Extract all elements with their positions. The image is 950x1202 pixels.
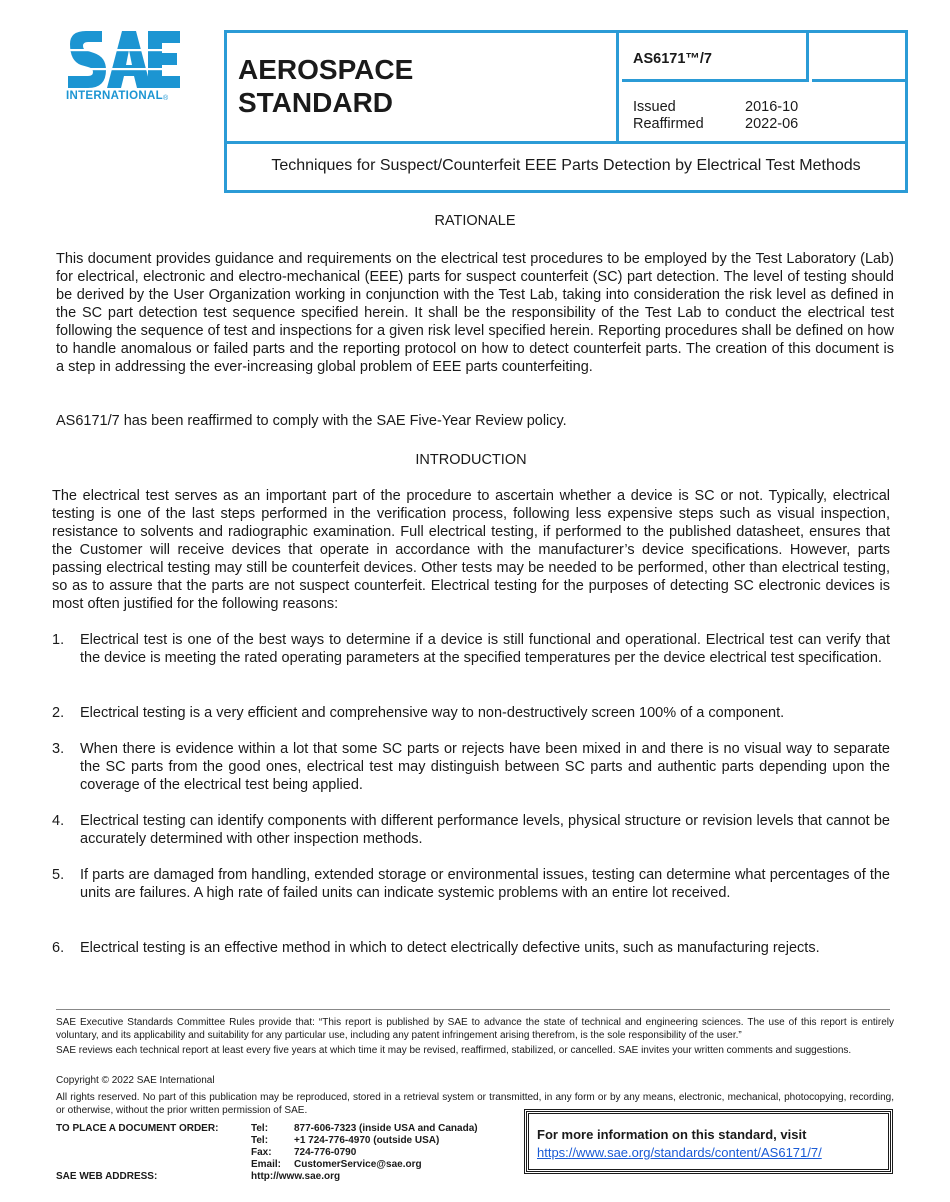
- order-label: TO PLACE A DOCUMENT ORDER:: [56, 1123, 219, 1134]
- rationale-paragraph: This document provides guidance and requirements on the electrical test procedures to be employed by the Test Laboratory (Lab) for electrical, electronic and electro-mechanical (EEE) parts for suspect counterfeit (SC) part detection. The level of testing should be derived by the User Organization working in conjunction with the Test Lab, taking into consideration the risk level as defined in the SC part detection test sequence specified herein. It shall be the responsibility of the Test Lab to conduct the electrical test following the sequence of test and inspections for a given risk level specified herein. Reporting procedures shall be defined on how to handle anomalous or failed parts and the reporting protocol on how to detect counterfeit parts. The creation of this document is a step in addressing the ever-increasing global problem of EEE parts counterfeiting.: [56, 251, 894, 375]
- list-item: [52, 740, 890, 794]
- list-item: [52, 812, 890, 848]
- reaffirmed-value: 2022-06: [745, 116, 799, 132]
- sae-logo: [66, 30, 196, 110]
- list-item: [52, 704, 890, 722]
- list-item-number: 2.: [52, 705, 65, 721]
- reaffirmed-label: Reaffirmed: [633, 116, 704, 132]
- contact-key: Tel:: [251, 1123, 269, 1134]
- list-item-text: Electrical test is one of the best ways to determine if a device is still functional and operational. Electrical test can verify that the device is meeting the rated operating parameters at the specified temperatures per the device electrical test specification.: [80, 632, 890, 666]
- list-item-text: Electrical testing is a very efficient and comprehensive way to non-destructively screen 100% of a component.: [80, 705, 785, 721]
- committee-rules-note: SAE Executive Standards Committee Rules provide that: “This report is published by SAE to advance the state of technical and engineering sciences. The use of this report is entirely voluntary, and its applicability and suitability for any particular use, including any patent infringement arising therefrom, is the sole responsibility of the user.”: [56, 1017, 894, 1041]
- more-info-box: [526, 1111, 891, 1172]
- list-item-text: Electrical testing is an effective method in which to detect electrically defective units, such as manufacturing rejects.: [80, 940, 820, 956]
- list-item-number: 6.: [52, 940, 65, 956]
- footer-divider: [56, 1009, 890, 1010]
- logo-subtitle-text: INTERNATIONAL: [66, 90, 163, 102]
- contact-key: Email:: [251, 1159, 282, 1170]
- reaffirmed-row: [633, 116, 798, 132]
- contact-email[interactable]: CustomerService@sae.org: [294, 1159, 422, 1170]
- contact-row: [251, 1147, 478, 1159]
- rights-note: All rights reserved. No part of this publication may be reproduced, stored in a retrieval system or transmitted, in any form or by any means, electronic, mechanical, photocopying, recording, or otherwise, without the prior written permission of SAE.: [56, 1092, 894, 1116]
- contact-value: 724-776-0790: [294, 1147, 357, 1158]
- contact-value: 877-606-7323 (inside USA and Canada): [294, 1123, 478, 1134]
- contact-value: +1 724-776-4970 (outside USA): [294, 1135, 440, 1146]
- contact-key: Fax:: [251, 1147, 272, 1158]
- contact-row: [251, 1135, 478, 1147]
- standard-link[interactable]: https://www.sae.org/standards/content/AS6171/7/: [537, 1145, 822, 1160]
- web-address-label: SAE WEB ADDRESS:: [56, 1171, 158, 1182]
- copyright-note: Copyright © 2022 SAE International: [56, 1075, 215, 1086]
- issued-value: 2016-10: [745, 99, 799, 115]
- issued-label: Issued: [633, 99, 676, 115]
- web-address-link[interactable]: http://www.sae.org: [251, 1171, 341, 1182]
- list-item-number: 3.: [52, 741, 65, 757]
- rationale-heading: RATIONALE: [434, 213, 516, 229]
- contact-row: [251, 1159, 478, 1171]
- doc-id: AS6171™/7: [633, 51, 712, 67]
- registered-mark: ®: [162, 95, 169, 102]
- document-title: Techniques for Suspect/Counterfeit EEE Parts Detection by Electrical Test Methods: [271, 157, 861, 174]
- more-info-title: For more information on this standard, visit: [537, 1127, 807, 1142]
- list-item-text: If parts are damaged from handling, extended storage or environmental issues, testing can determine what percentages of the units are failures. A high rate of failed units can indicate systemic problems with an entire lot received.: [80, 867, 890, 901]
- contact-key: Tel:: [251, 1135, 269, 1146]
- list-item: [52, 631, 890, 667]
- reaffirmation-note: AS6171/7 has been reaffirmed to comply with the SAE Five-Year Review policy.: [56, 413, 567, 429]
- doc-id-cell: [622, 33, 809, 82]
- list-item-text: Electrical testing can identify components with different performance levels, physical structure or revision levels that cannot be accurately determined with other inspection methods.: [80, 813, 890, 847]
- sae-logo-mark: [66, 30, 182, 90]
- introduction-paragraph: The electrical test serves as an important part of the procedure to ascertain whether a device is SC or not. Typically, electrical testing is one of the last steps performed in the verification process, following less expensive steps such as visual inspection, resistance to solvents and radiographic examination. Full electrical testing, if performed to the published datasheet, ensures that the Customer will receive devices that operate in accordance with the manufacturer’s device specifications. However, parts passing electrical testing may still be counterfeit devices. Other tests may be needed to be performed, other than electrical testing, so as to assure that the parts are not suspect counterfeit. Electrical testing for the purposes of detecting SC electronic devices is most often justified for the following reasons:: [52, 488, 890, 612]
- header-title-cell: [227, 33, 619, 141]
- list-item-number: 1.: [52, 632, 65, 648]
- list-item: [52, 866, 890, 902]
- logo-subtitle: [66, 90, 168, 102]
- list-item-text: When there is evidence within a lot that some SC parts or rejects have been mixed in and there is no visual way to separate the SC parts from the good ones, electrical test may distinguish between SC parts and authentic parts depending upon the coverage of the electrical test being applied.: [80, 741, 890, 793]
- issued-row: [633, 99, 798, 115]
- header-divider: [227, 141, 905, 144]
- contact-block: [251, 1123, 478, 1171]
- blank-cell: [812, 33, 905, 82]
- list-item-number: 5.: [52, 867, 65, 883]
- dates-cell: [622, 85, 905, 141]
- list-item: [52, 939, 890, 957]
- document-type-title: AEROSPACE STANDARD: [238, 54, 414, 118]
- introduction-heading: INTRODUCTION: [415, 452, 527, 468]
- contact-row: [251, 1123, 478, 1135]
- list-item-number: 4.: [52, 813, 65, 829]
- review-note: SAE reviews each technical report at least every five years at which time it may be revised, reaffirmed, stabilized, or cancelled. SAE invites your written comments and suggestions.: [56, 1045, 852, 1056]
- header-box: [224, 30, 908, 193]
